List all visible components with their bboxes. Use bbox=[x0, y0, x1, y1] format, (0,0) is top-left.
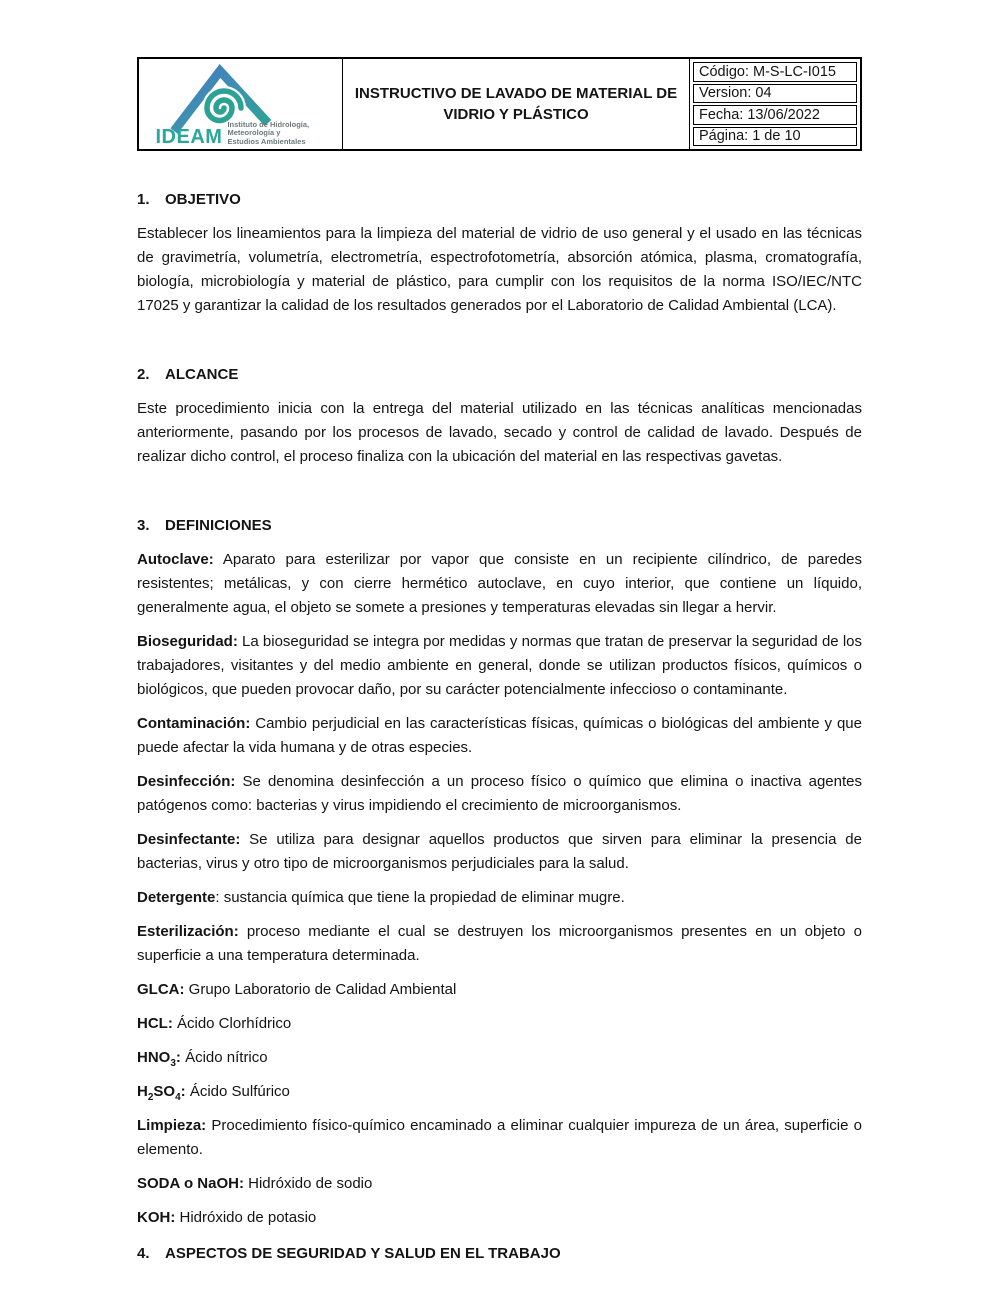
definition-term: Bioseguridad: bbox=[137, 633, 238, 650]
ideam-subtitle-line-3: Estudios Ambientales bbox=[227, 136, 306, 146]
section-1-heading bbox=[137, 188, 862, 212]
section-3-heading bbox=[137, 514, 862, 538]
definition-text: Ácido nítrico bbox=[180, 1049, 268, 1066]
section-1-number: 1. bbox=[137, 191, 150, 208]
section-2-heading bbox=[137, 363, 862, 387]
document-title-line-2: VIDRIO Y PLÁSTICO bbox=[443, 106, 589, 123]
definition-term: Limpieza: bbox=[137, 1117, 207, 1134]
header-logo-cell bbox=[139, 59, 343, 149]
definition-term: GLCA: bbox=[137, 981, 185, 998]
definition-term bbox=[137, 1049, 181, 1069]
definition-autoclave bbox=[137, 548, 862, 620]
definition-text: Aparato para esterilizar por vapor que consiste en un recipiente cilíndrico, de paredes resistentes; metálicas, y con cierre hermético autoclave, en cuyo interior, que contiene un líquido, generalmente agua, el objeto se somete a presiones y temperaturas elevadas sin llegar a hervir. bbox=[137, 551, 862, 616]
definition-term: Detergente bbox=[137, 889, 216, 906]
definition-detergente bbox=[137, 886, 862, 910]
ideam-brand-text: IDEAM bbox=[155, 126, 223, 149]
formula-part: SO bbox=[153, 1083, 176, 1100]
definition-text: Hidróxido de sodio bbox=[243, 1175, 373, 1192]
section-4-number: 4. bbox=[137, 1245, 150, 1262]
definition-hno3 bbox=[137, 1046, 862, 1070]
info-row-version: Version: 04 bbox=[693, 84, 857, 104]
ideam-subtitle bbox=[227, 121, 309, 148]
definition-text: Hidróxido de potasio bbox=[175, 1209, 317, 1226]
definition-term bbox=[137, 1083, 186, 1103]
definition-h2so4 bbox=[137, 1080, 862, 1104]
definition-text: Grupo Laboratorio de Calidad Ambiental bbox=[184, 981, 457, 998]
definition-term: Contaminación: bbox=[137, 715, 251, 732]
info-row-pagina: Página: 1 de 10 bbox=[693, 127, 857, 147]
ideam-logo bbox=[156, 61, 326, 148]
document-title-line-1: INSTRUCTIVO DE LAVADO DE MATERIAL DE bbox=[354, 85, 678, 102]
definition-text: Se denomina desinfección a un proceso físico o químico que elimina o inactiva agentes patógenos como: bacterias y virus impidiendo el crecimiento de microorganismos. bbox=[137, 773, 862, 814]
definition-term: Desinfectante: bbox=[137, 831, 241, 848]
formula-part: HNO bbox=[137, 1049, 171, 1066]
formula-part: : bbox=[175, 1049, 181, 1066]
definition-term: HCL: bbox=[137, 1015, 173, 1032]
definition-text: : sustancia química que tiene la propiedad de eliminar mugre. bbox=[215, 889, 625, 906]
info-row-fecha: Fecha: 13/06/2022 bbox=[693, 105, 857, 125]
section-1-title: OBJETIVO bbox=[165, 191, 241, 208]
definition-text: La bioseguridad se integra por medidas y normas que tratan de preservar la seguridad de los trabajadores, visitantes y del medio ambiente en general, donde se utilizan productos físicos, químicos o biológicos, que pueden provocar daño, por su carácter potencialmente infeccioso o contaminante. bbox=[137, 633, 862, 698]
section-1-paragraph: Establecer los lineamientos para la limpieza del material de vidrio de uso general y el usado en las técnicas de gravimetría, volumetría, electrometría, espectrofotometría, absorción atómica, plasma, cromatografía, biología, microbiología y material de plástico, para cumplir con los requisitos de la norma ISO/IEC/NTC 17025 y garantizar la calidad de los resultados generados por el Laboratorio de Calidad Ambiental (LCA). bbox=[137, 225, 862, 314]
definition-desinfeccion bbox=[137, 770, 862, 818]
section-3-number: 3. bbox=[137, 517, 150, 534]
formula-subscript: 2 bbox=[147, 1092, 154, 1103]
definition-text: Ácido Clorhídrico bbox=[172, 1015, 292, 1032]
section-2-paragraph: Este procedimiento inicia con la entrega del material utilizado en las técnicas analíticas mencionadas anteriormente, pasando por los procesos de lavado, secado y control de calidad de lavado. Después de realizar dicho control, el proceso finaliza con la ubicación del material en las respectivas gavetas. bbox=[137, 400, 862, 465]
definition-soda-naoh bbox=[137, 1172, 862, 1196]
definition-glca bbox=[137, 978, 862, 1002]
definition-koh bbox=[137, 1206, 862, 1230]
definition-bioseguridad bbox=[137, 630, 862, 702]
definition-term: Autoclave: bbox=[137, 551, 214, 568]
section-4-title: ASPECTOS DE SEGURIDAD Y SALUD EN EL TRABAJO bbox=[165, 1245, 561, 1262]
header-info-cell bbox=[690, 59, 860, 149]
formula-part: H bbox=[137, 1083, 148, 1100]
section-4-heading bbox=[137, 1242, 862, 1266]
document-header-table bbox=[137, 57, 862, 151]
ideam-subtitle-line-2: Meteorología y bbox=[227, 128, 281, 138]
definition-hcl bbox=[137, 1012, 862, 1036]
definition-text: Procedimiento físico-químico encaminado a eliminar cualquier impureza de un área, superficie o elemento. bbox=[137, 1117, 862, 1158]
info-row-codigo: Código: M-S-LC-I015 bbox=[693, 62, 857, 82]
document-title bbox=[343, 59, 690, 149]
definition-text: Se utiliza para designar aquellos productos que sirven para eliminar la presencia de bacterias, virus y otro tipo de microorganismos perjudiciales para la salud. bbox=[137, 831, 862, 872]
definition-term: KOH: bbox=[137, 1209, 176, 1226]
definition-text: Ácido Sulfúrico bbox=[185, 1083, 290, 1100]
definition-term: Desinfección: bbox=[137, 773, 236, 790]
document-content bbox=[137, 57, 862, 1266]
section-2-number: 2. bbox=[137, 366, 150, 383]
definition-text: proceso mediante el cual se destruyen los microorganismos presentes en un objeto o superficie a una temperatura determinada. bbox=[137, 923, 862, 964]
definition-esterilizacion bbox=[137, 920, 862, 968]
formula-subscript: 4 bbox=[175, 1092, 181, 1103]
section-2-title: ALCANCE bbox=[165, 366, 239, 383]
formula-subscript: 3 bbox=[170, 1058, 176, 1069]
ideam-logo-text bbox=[156, 121, 310, 148]
section-3-title: DEFINICIONES bbox=[165, 517, 272, 534]
definition-text: Cambio perjudicial en las características físicas, químicas o biológicas del ambiente y que puede afectar la vida humana y de otras especies. bbox=[137, 715, 862, 756]
definition-limpieza bbox=[137, 1114, 862, 1162]
definition-term: SODA o NaOH: bbox=[137, 1175, 244, 1192]
definition-contaminacion bbox=[137, 712, 862, 760]
formula-part: : bbox=[180, 1083, 186, 1100]
definition-term: Esterilización: bbox=[137, 923, 239, 940]
ideam-subtitle-line-1: Instituto de Hidrología, bbox=[227, 119, 310, 129]
definition-desinfectante bbox=[137, 828, 862, 876]
